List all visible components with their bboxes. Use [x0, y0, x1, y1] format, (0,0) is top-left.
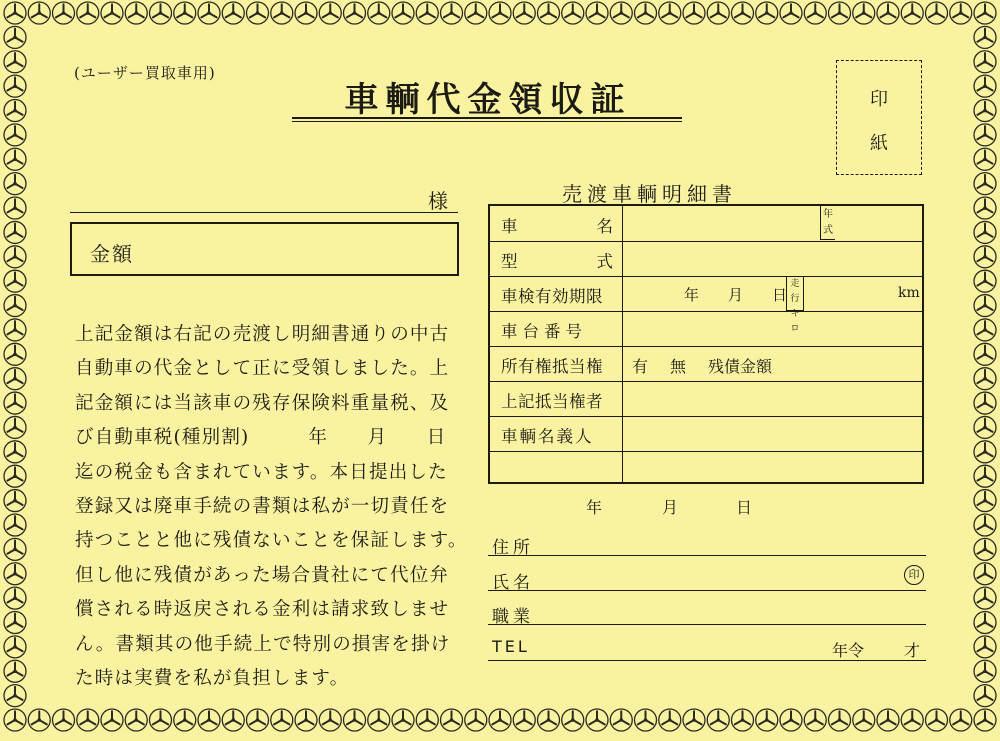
border-ornament — [28, 2, 50, 24]
terms-text — [75, 318, 470, 696]
row-blank[interactable] — [490, 451, 922, 482]
border-ornament — [392, 2, 414, 24]
border-ornament — [974, 685, 996, 707]
border-ornament — [150, 709, 172, 731]
border-ornament — [4, 26, 26, 48]
border-ornament — [877, 2, 899, 24]
terms-line: 但し他に残債があった場合貴社にて代位弁 — [75, 564, 450, 586]
border-ornament — [150, 2, 172, 24]
revenue-stamp-box — [836, 60, 922, 175]
border-ornament — [198, 2, 220, 24]
border-ornament — [465, 2, 487, 24]
border-ornament — [732, 2, 754, 24]
border-ornament — [586, 709, 608, 731]
border-ornament — [4, 636, 26, 658]
border-ornament — [974, 295, 996, 317]
terms-line: 記金額には当該車の残存保険料重量税、及 — [75, 392, 450, 414]
border-ornament — [4, 343, 26, 365]
stamp-label-2: 紙 — [870, 133, 888, 154]
border-ornament — [974, 538, 996, 560]
inspection-month: 月 — [728, 286, 744, 304]
border-ornament — [125, 709, 147, 731]
border-ornament — [4, 51, 26, 73]
border-ornament — [4, 319, 26, 341]
vehicle-details-table — [488, 204, 924, 484]
border-ornament — [950, 2, 972, 24]
border-ornament — [974, 51, 996, 73]
border-ornament — [489, 2, 511, 24]
border-ornament — [4, 709, 26, 731]
row-label: 車輌名義人 — [501, 427, 594, 446]
border-ornament — [4, 270, 26, 292]
border-ornament — [319, 709, 341, 731]
border-ornament — [974, 173, 996, 195]
border-ornament — [974, 514, 996, 536]
border-ornament — [101, 2, 123, 24]
row-lienholder[interactable] — [490, 381, 922, 417]
border-ornament — [4, 392, 26, 414]
date-year: 年 — [586, 498, 603, 517]
terms-line: 自動車の代金として正に受領しました。上 — [75, 358, 450, 380]
row-label — [501, 248, 613, 272]
address-field[interactable] — [488, 555, 926, 556]
row-model[interactable] — [490, 241, 922, 277]
border-ornament — [659, 709, 681, 731]
border-ornament — [974, 197, 996, 219]
tel-label: TEL — [492, 637, 530, 656]
age-unit: 才 — [904, 641, 921, 660]
border-ornament — [4, 124, 26, 146]
name-field[interactable] — [488, 590, 926, 591]
border-ornament — [780, 709, 802, 731]
name-label: 氏名 — [492, 573, 534, 593]
border-ornament — [974, 2, 996, 24]
border-ornament — [974, 270, 996, 292]
border-ornament — [77, 2, 99, 24]
row-label: 車検有効期限 — [501, 287, 603, 306]
border-ornament — [4, 173, 26, 195]
border-ornament — [659, 2, 681, 24]
border-ornament — [513, 2, 535, 24]
border-ornament — [562, 2, 584, 24]
terms-line: 償される時返戻される金利は請求致しませ — [75, 599, 450, 621]
border-ornament — [4, 563, 26, 585]
border-ornament — [974, 75, 996, 97]
terms-line: 持つことと他に残債ないことを保証します。 — [75, 530, 468, 552]
recipient-suffix: 様 — [428, 189, 448, 213]
border-ornament — [28, 709, 50, 731]
border-ornament — [4, 368, 26, 390]
seal-mark: 印 — [904, 565, 924, 585]
border-ornament — [610, 2, 632, 24]
border-ornament — [247, 2, 269, 24]
border-ornament — [4, 514, 26, 536]
stamp-label-1: 印 — [870, 89, 888, 110]
row-chassis-number[interactable] — [490, 311, 922, 347]
label-char: 名 — [596, 217, 613, 236]
border-ornament — [174, 2, 196, 24]
border-ornament — [53, 2, 75, 24]
border-ornament — [829, 2, 851, 24]
border-ornament — [974, 319, 996, 341]
border-ornament — [198, 709, 220, 731]
border-ornament — [4, 221, 26, 243]
border-ornament — [4, 441, 26, 463]
border-ornament — [222, 2, 244, 24]
border-ornament — [77, 709, 99, 731]
border-ornament — [4, 660, 26, 682]
border-ornament — [4, 100, 26, 122]
terms-line: た時は実費を私が負担します。 — [75, 668, 350, 690]
mileage-unit: km — [898, 285, 920, 301]
border-ornament — [295, 2, 317, 24]
border-ornament — [732, 709, 754, 731]
row-vehicle-name[interactable] — [490, 206, 922, 242]
border-ornament — [4, 465, 26, 487]
border-ornament — [974, 636, 996, 658]
occupation-field[interactable] — [488, 624, 926, 625]
border-ornament — [974, 709, 996, 731]
border-ornament — [4, 148, 26, 170]
occupation-label: 職業 — [492, 607, 534, 627]
vehicle-section-title: 売渡車輌明細書 — [562, 182, 737, 206]
lien-no[interactable]: 無 — [670, 357, 687, 376]
border-ornament — [4, 538, 26, 560]
border-ornament — [319, 2, 341, 24]
row-label: 車台番号 — [501, 322, 587, 341]
age-label: 年令 — [832, 641, 865, 660]
border-ornament — [538, 2, 560, 24]
border-ornament — [344, 709, 366, 731]
border-ornament — [4, 295, 26, 317]
model-year-box: 年式 — [820, 206, 835, 240]
border-ornament — [780, 2, 802, 24]
border-ornament — [756, 709, 778, 731]
border-ornament — [562, 709, 584, 731]
title-underline-thin — [292, 121, 682, 122]
border-ornament — [804, 2, 826, 24]
form-subtitle: (ユーザー買取車用) — [74, 64, 216, 82]
border-ornament — [974, 441, 996, 463]
border-ornament — [950, 709, 972, 731]
border-ornament — [683, 709, 705, 731]
border-ornament — [4, 75, 26, 97]
inspection-day: 日 — [772, 286, 788, 304]
border-ornament — [853, 2, 875, 24]
border-ornament — [4, 2, 26, 24]
border-ornament — [707, 709, 729, 731]
label-char: 型 — [501, 252, 518, 271]
border-ornament — [247, 709, 269, 731]
border-ornament — [586, 2, 608, 24]
label-char: 車 — [501, 217, 518, 236]
border-ornament — [101, 709, 123, 731]
border-ornament — [926, 709, 948, 731]
amount-field[interactable] — [70, 222, 459, 276]
border-ornament — [538, 709, 560, 731]
border-ornament — [974, 100, 996, 122]
border-ornament — [4, 685, 26, 707]
border-ornament — [174, 709, 196, 731]
border-ornament — [901, 709, 923, 731]
border-ornament — [368, 2, 390, 24]
label-char: 式 — [596, 252, 613, 271]
border-ornament — [4, 587, 26, 609]
border-ornament — [4, 246, 26, 268]
border-ornament — [877, 709, 899, 731]
tel-field[interactable] — [488, 660, 926, 661]
border-ornament — [392, 709, 414, 731]
border-ornament — [635, 2, 657, 24]
terms-line: 迄の税金も含まれています。本日提出した — [75, 461, 448, 483]
border-ornament — [974, 611, 996, 633]
border-ornament — [4, 611, 26, 633]
border-ornament — [974, 416, 996, 438]
border-ornament — [974, 26, 996, 48]
amount-label: 金額 — [90, 242, 134, 266]
address-label: 住所 — [492, 538, 534, 558]
border-ornament — [416, 709, 438, 731]
border-ornament — [271, 2, 293, 24]
border-ornament — [344, 2, 366, 24]
border-ornament — [53, 709, 75, 731]
border-ornament — [4, 490, 26, 512]
border-ornament — [295, 709, 317, 731]
remaining-balance-label: 残債金額 — [708, 357, 773, 376]
border-ornament — [683, 2, 705, 24]
border-ornament — [416, 2, 438, 24]
inspection-year: 年 — [684, 286, 700, 304]
row-lien[interactable] — [490, 346, 922, 382]
border-ornament — [513, 709, 535, 731]
border-ornament — [707, 2, 729, 24]
border-ornament — [4, 197, 26, 219]
border-ornament — [804, 709, 826, 731]
border-ornament — [974, 368, 996, 390]
row-label: 上記抵当権者 — [501, 392, 603, 411]
border-ornament — [974, 465, 996, 487]
recipient-line — [70, 212, 458, 213]
border-ornament — [222, 709, 244, 731]
border-ornament — [974, 660, 996, 682]
border-ornament — [829, 709, 851, 731]
date-month: 月 — [662, 498, 679, 517]
border-ornament — [441, 2, 463, 24]
mileage-label-box: 走行キロ — [786, 277, 804, 311]
row-label — [501, 213, 613, 237]
border-ornament — [271, 709, 293, 731]
border-ornament — [125, 2, 147, 24]
row-registered-owner[interactable] — [490, 416, 922, 452]
border-ornament — [610, 709, 632, 731]
border-ornament — [756, 2, 778, 24]
date-day: 日 — [736, 498, 753, 517]
terms-line: び自動車税(種別割) 年 月 日 — [75, 427, 447, 449]
border-ornament — [974, 392, 996, 414]
border-ornament — [926, 2, 948, 24]
border-ornament — [853, 709, 875, 731]
border-ornament — [901, 2, 923, 24]
border-ornament — [974, 343, 996, 365]
border-ornament — [974, 148, 996, 170]
border-ornament — [974, 587, 996, 609]
border-ornament — [635, 709, 657, 731]
form-title: 車輌代金領収証 — [344, 80, 632, 120]
border-ornament — [974, 246, 996, 268]
border-ornament — [974, 563, 996, 585]
border-ornament — [974, 124, 996, 146]
border-ornament — [465, 709, 487, 731]
border-ornament — [974, 221, 996, 243]
terms-line: ん。書類其の他手続上で特別の損害を掛け — [75, 633, 451, 655]
terms-line: 上記金額は右記の売渡し明細書通りの中古 — [75, 324, 450, 345]
terms-line: 登録又は廃車手続の書類は私が一切責任を — [75, 496, 450, 518]
border-ornament — [974, 490, 996, 512]
border-ornament — [489, 709, 511, 731]
border-ornament — [441, 709, 463, 731]
row-label: 所有権抵当権 — [501, 357, 603, 376]
border-ornament — [368, 709, 390, 731]
title-underline — [292, 117, 682, 119]
lien-yes[interactable]: 有 — [632, 357, 649, 376]
border-ornament — [4, 416, 26, 438]
